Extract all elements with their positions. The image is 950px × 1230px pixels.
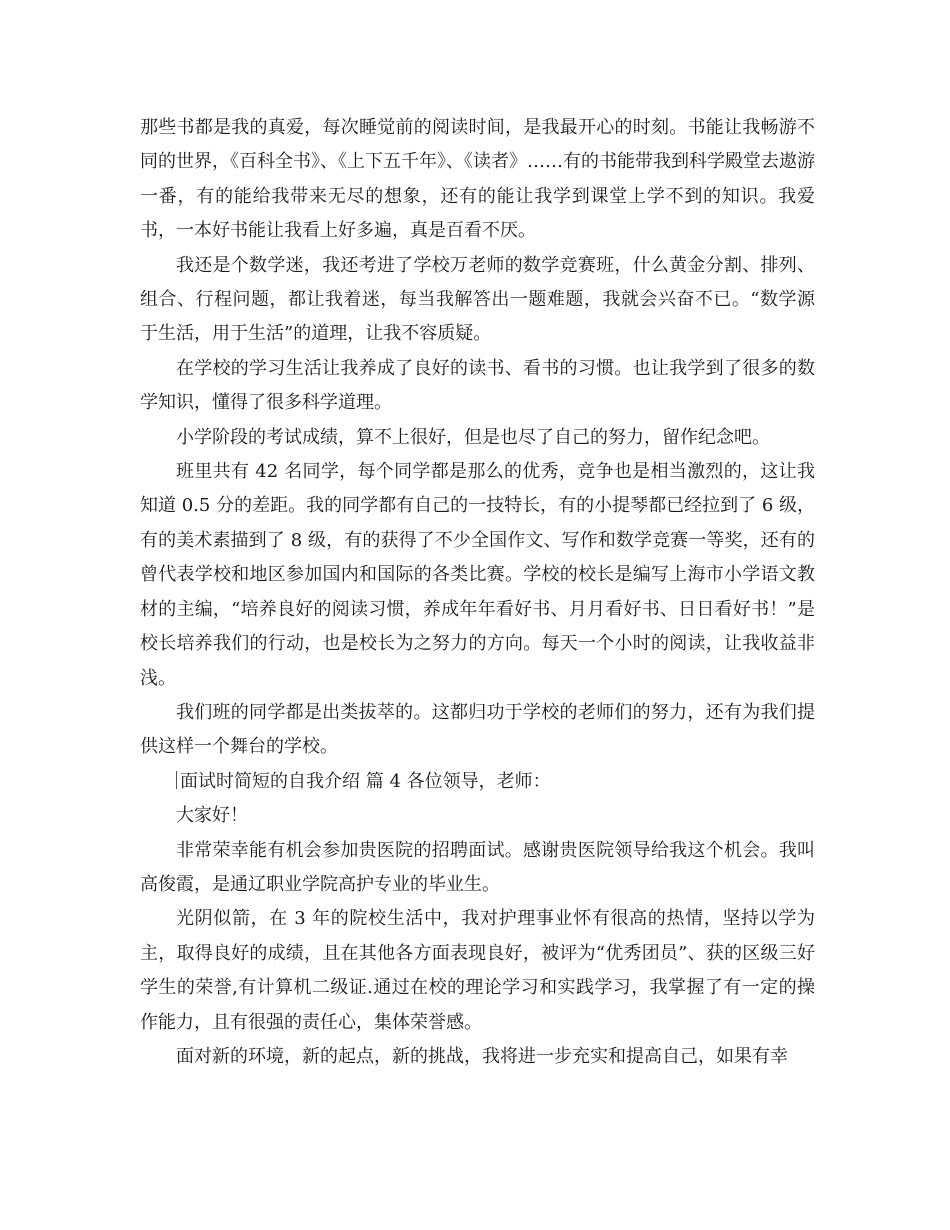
paragraph-study-habits: 在学校的学习生活让我养成了良好的读书、看书的习惯。也让我学到了很多的数学知识，懂得了很多科学道理。 [140,357,815,414]
paragraph-college-life: 光阴似箭，在 3 年的院校生活中，我对护理事业怀有很高的热情，坚持以学为主，取得良好的成绩，且在其他各方面表现良好，被评为“优秀团员”、获的区级三好学生的荣誉,有计算机二级证.通过在校的理论学习和实践学习，我掌握了有一定的操作能力，且有很强的责任心，集体荣誉感。 [140,908,815,1033]
paragraph-books: 那些书都是我的真爱，每次睡觉前的阅读时间，是我最开心的时刻。书能让我畅游不同的世界，《百科全书》、《上下五千年》、《读者》……有的书能带我到科学殿堂去遨游一番，有的能给我带来无尽的想象，还有的能让我学到课堂上学不到的知识。我爱书，一本好书能让我看上好多遍，真是百看不厌。 [140,117,815,242]
paragraph-introduction: 非常荣幸能有机会参加贵医院的招聘面试。感谢贵医院领导给我这个机会。我叫高俊霞，是通辽职业学院高护专业的毕业生。 [140,839,815,895]
paragraph-new-challenge: 面对新的环境，新的起点，新的挑战，我将进一步充实和提高自己，如果有幸 [176,1045,788,1067]
paragraph-classmates: 班里共有 42 名同学，每个同学都是那么的优秀，竞争也是相当激烈的，这让我知道 0.5 分的差距。我的同学都有自己的一技特长，有的小提琴都已经拉到了 6 级，有的美术素描到了 8 级，有的获得了不少全国作文、写作和数学竞赛一等奖，还有的曾代表学校和地区参加国内和国际的各类比赛。学校的校长是编写上海市小学语文教材的主编，“培养良好的阅读习惯，养成年年看好书、月月看好书、日日看好书！”是校长培养我们的行动，也是校长为之努力的方向。每天一个小时的阅读，让我收益非浅。 [140,461,815,689]
section-heading-text: 面试时简短的自我介绍 篇 4 各位领导，老师： [180,770,551,792]
paragraph-exam-results: 小学阶段的考试成绩，算不上很好，但是也尽了自己的努力，留作纪念吧。 [176,426,770,448]
paragraph-greeting: 大家好！ [176,805,248,827]
paragraph-math: 我还是个数学迷，我还考进了学校万老师的数学竞赛班，什么黄金分割、排列、组合、行程问题，都让我着迷，每当我解答出一题难题，我就会兴奋不已。“数学源于生活，用于生活”的道理，让我不容质疑。 [140,254,815,345]
heading-marker-icon [176,771,177,789]
paragraph-outstanding-class: 我们班的同学都是出类拔萃的。这都归功于学校的老师们的努力，还有为我们提供这样一个舞台的学校。 [140,701,815,758]
document-body [140,111,815,1074]
section-heading [140,765,815,799]
